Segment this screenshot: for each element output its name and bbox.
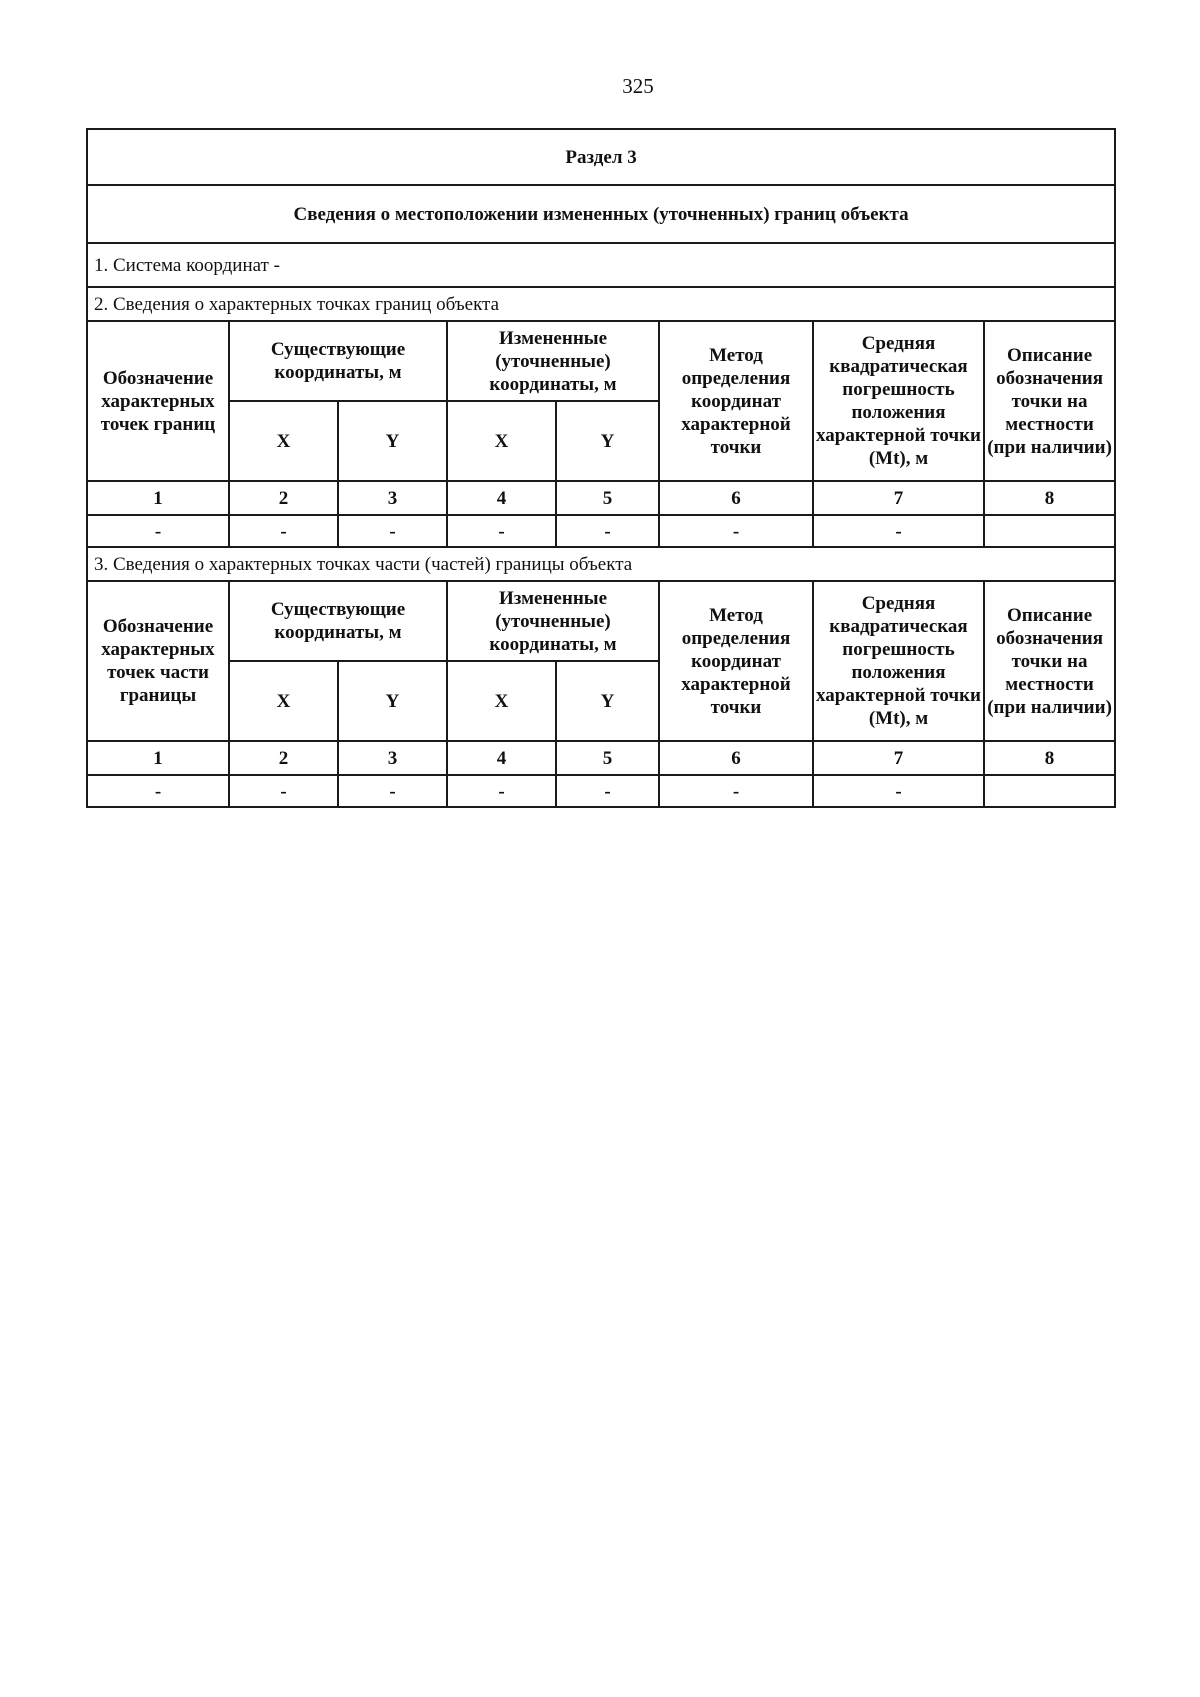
table1-header-method: Метод определения координат характерной точки (659, 321, 813, 481)
table1-col-number: 8 (984, 481, 1115, 515)
table1-cell: - (556, 515, 659, 547)
table2-cell: - (338, 775, 447, 807)
table1-cell: - (813, 515, 984, 547)
table2-header-changed: Измененные (уточненные) координаты, м (447, 581, 659, 661)
coordinate-system-caption: 1. Система координат - (87, 243, 1115, 287)
table2-header-description: Описание обозначения точки на местности (при наличии) (984, 581, 1115, 741)
table2-header-x-existing: X (229, 661, 338, 741)
table2-col-number: 2 (229, 741, 338, 775)
table2-col-number: 3 (338, 741, 447, 775)
table2-col-number: 1 (87, 741, 229, 775)
table2-col-number: 8 (984, 741, 1115, 775)
table1-row (87, 515, 1115, 547)
table1-header-description: Описание обозначения точки на местности (при наличии) (984, 321, 1115, 481)
table1-column-numbers (87, 481, 1115, 515)
section-3-table (86, 128, 1116, 808)
table2-cell: - (556, 775, 659, 807)
table1-header-changed: Измененные (уточненные) координаты, м (447, 321, 659, 401)
section-subtitle: Сведения о местоположении измененных (уточненных) границ объекта (87, 185, 1115, 243)
table2-col-number: 7 (813, 741, 984, 775)
table1-caption: 2. Сведения о характерных точках границ объекта (87, 287, 1115, 321)
table2-header-y-changed: Y (556, 661, 659, 741)
table2-col-number: 6 (659, 741, 813, 775)
table2-header-existing: Существующие координаты, м (229, 581, 447, 661)
table1-cell: - (87, 515, 229, 547)
table1-col-number: 2 (229, 481, 338, 515)
page-number: 325 (622, 74, 654, 98)
table2-header-x-changed: X (447, 661, 556, 741)
table2-cell: - (447, 775, 556, 807)
table2-column-numbers (87, 741, 1115, 775)
table1-header-y-existing: Y (338, 401, 447, 481)
table1-header-error: Средняя квадратическая погрешность положения характерной точки (Mt), м (813, 321, 984, 481)
table1-col-number: 5 (556, 481, 659, 515)
table1-col-number: 1 (87, 481, 229, 515)
table2-cell: - (229, 775, 338, 807)
table2-header-error: Средняя квадратическая погрешность положения характерной точки (Mt), м (813, 581, 984, 741)
table2-cell: - (659, 775, 813, 807)
table1-header-x-existing: X (229, 401, 338, 481)
table1-col-number: 6 (659, 481, 813, 515)
table1-header-x-changed: X (447, 401, 556, 481)
table1-header-existing: Существующие координаты, м (229, 321, 447, 401)
table2-cell: - (87, 775, 229, 807)
table1-col-number: 3 (338, 481, 447, 515)
section-title: Раздел 3 (87, 129, 1115, 185)
table1-col-number: 4 (447, 481, 556, 515)
table1-cell: - (659, 515, 813, 547)
table2-header-y-existing: Y (338, 661, 447, 741)
table2-cell: - (813, 775, 984, 807)
table2-col-number: 4 (447, 741, 556, 775)
table2-cell (984, 775, 1115, 807)
table1-header-point: Обозначение характерных точек границ (87, 321, 229, 481)
table2-col-number: 5 (556, 741, 659, 775)
table2-header-method: Метод определения координат характерной точки (659, 581, 813, 741)
table2-header-point: Обозначение характерных точек части границы (87, 581, 229, 741)
table1-cell (984, 515, 1115, 547)
table2-caption: 3. Сведения о характерных точках части (частей) границы объекта (87, 547, 1115, 581)
table1-header-y-changed: Y (556, 401, 659, 481)
table1-cell: - (229, 515, 338, 547)
table2-row (87, 775, 1115, 807)
table1-cell: - (447, 515, 556, 547)
table1-cell: - (338, 515, 447, 547)
table1-col-number: 7 (813, 481, 984, 515)
